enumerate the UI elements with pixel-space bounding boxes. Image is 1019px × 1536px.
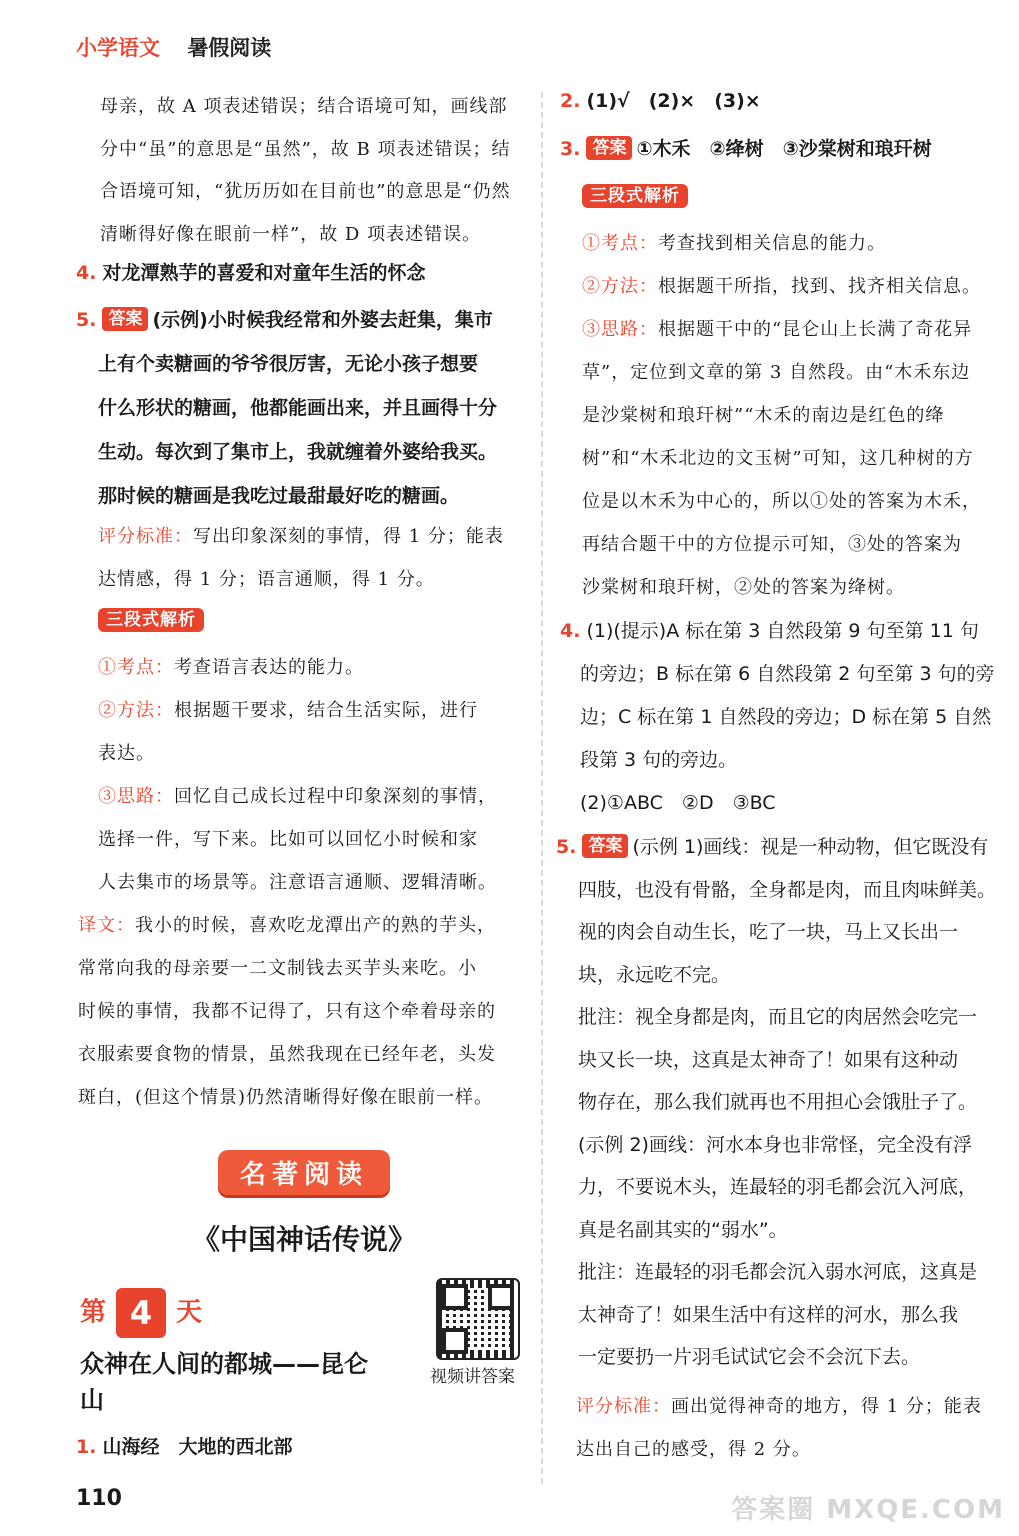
method-label: ②方法： [98,700,174,721]
analysis-block-right: ①考点：考查找到相关信息的能力。 ②方法：根据题干所指，找到、找齐相关信息。 ③思路：根据题干中的“昆仑山上长满了奇花异 草”，定位到文章的第 3 自然段。由“木禾东边 是沙棠树和琅玕树”“木禾的南边是红色的绛 树”和“木禾北边的文玉树”可知，这几种树的方 位是以木禾为中心的，所以①处的答案为木禾， 再结合题干中的方位提示可知，③处的答案为 沙棠树和琅玕树，②处的答案为绛树。 [582,233,981,598]
point-label: ①考点： [98,657,174,678]
answer-tag: 答案 [586,136,632,160]
day-number: 4 [116,1288,166,1338]
analysis-tag-right: 三段式解析 [582,184,688,208]
story-title: 众神在人间的都城——昆仑山 [80,1350,368,1414]
qr-code-icon[interactable] [436,1278,520,1360]
qr-label: 视频讲答案 [430,1367,515,1387]
series-label: 小学语文 [76,36,160,60]
left-column-top [100,86,530,256]
analysis-block: ①考点：考查语言表达的能力。 ②方法：根据题干要求，结合生活实际，进行 表达。 ③思路：回忆自己成长过程中印象深刻的事情， 选择一件，写下来。比如可以回忆小时候和家 人去集市的场景等。注意语言通顺、逻辑清晰。 [98,657,497,893]
answer-tag: 答案 [582,834,628,858]
book-title-wrap [78,1218,530,1258]
section-banner: 名著阅读 [78,1150,530,1195]
q3-explanation-cont: 母亲，故 A 项表述错误；结合语境可知，画线部 分中“虽”的意思是“虽然”，故 B 项表述错误；结 合语境可知，“犹历历如在目前也”的意思是“仍然 清晰得好像在眼前一样”，故 D 项表述错误。 [100,96,511,245]
answer-q4-right: 4. (1)(提示)A 标在第 3 自然段第 9 句至第 11 句 的旁边；B 标在第 6 自然段第 2 句至第 3 句的旁 边；C 标在第 1 自然段的旁边；D 标在第 5 自然 段第 3 句的旁边。 (2)①ABC ②D ③BC [560,620,995,814]
left-column-q4 [76,252,530,295]
scoring-criteria-right: 评分标准：画出觉得神奇的地方，得 1 分；能表 达出自己的感受，得 2 分。 [576,1396,982,1460]
running-header [76,32,271,62]
answer-q2: 2. (1)√ (2)× (3)× [560,90,761,112]
answer-q5: 5. 答案 (示例)小时候我经常和外婆去赶集，集市 上有个卖糖画的爷爷很厉害，无论小孩子想要 什么形状的糖画，他都能画出来，并且画得十分 生动。每次到了集市上，我就缠着外婆给我买。 那时候的糖画是我吃过最甜最好吃的糖画。 [76,309,498,507]
watermark: 答案圈 MXQE.COM [731,1495,1005,1525]
question-number: 4. [76,262,97,284]
analysis-tag: 三段式解析 [98,608,204,632]
answer-q1: 1. 山海经 大地的西北部 [76,1436,293,1458]
translation-label: 译文： [78,915,135,936]
day-label: 第 4 天 [80,1288,202,1338]
scoring-label: 评分标准： [98,526,193,547]
book-label: 暑假阅读 [187,36,272,60]
translation: 译文：我小的时候，喜欢吃龙潭出产的熟的芋头， 常常向我的母亲要一二文制钱去买芋头来吃。小 时候的事情，我都不记得了，只有这个牵着母亲的 衣服索要食物的情景，虽然我现在已经年老，头发 斑白，(但这个情景)仍然清晰得好像在眼前一样。 [78,915,496,1108]
book-title: 《中国神话传说》 [191,1223,416,1256]
answer-q5-right: 5. 答案 (示例 1)画线：视是一种动物，但它既没有 四肢，也没有骨骼，全身都是肉，而且肉味鲜美。 视的肉会自动生长，吃了一块，马上又长出一 块，永远吃不完。 批注：视全身都是肉，而且它的肉居然会吃完一 块又长一块，这真是太神奇了！如果有这种动 物存在，那么我们就再也不用担心会饿肚子了。 (示例 2)画线：河水本身也非常怪，完全没有浮 力，不要说木头，连最轻的羽毛都会沉入河底， 真是名副其实的“弱水”。 批注：连最轻的羽毛都会沉入弱水河底，这真是 太神奇了！如果生活中有这样的河水，那么我 一定要扔一片羽毛试试它会不会沉下去。 [556,836,997,1368]
page-number: 110 [76,1486,122,1511]
column-divider [541,92,543,1484]
answer-q3: 3. 答案 ①木禾 ②绛树 ③沙棠树和琅玕树 [560,138,932,160]
answer-tag: 答案 [102,307,148,331]
approach-label: ③思路： [98,786,174,807]
answer-q4: 4. 对龙潭熟芋的喜爱和对童年生活的怀念 [76,262,426,284]
scoring-criteria: 评分标准：写出印象深刻的事情，得 1 分；能表 达情感，得 1 分；语言通顺，得 1 分。 [98,526,504,590]
